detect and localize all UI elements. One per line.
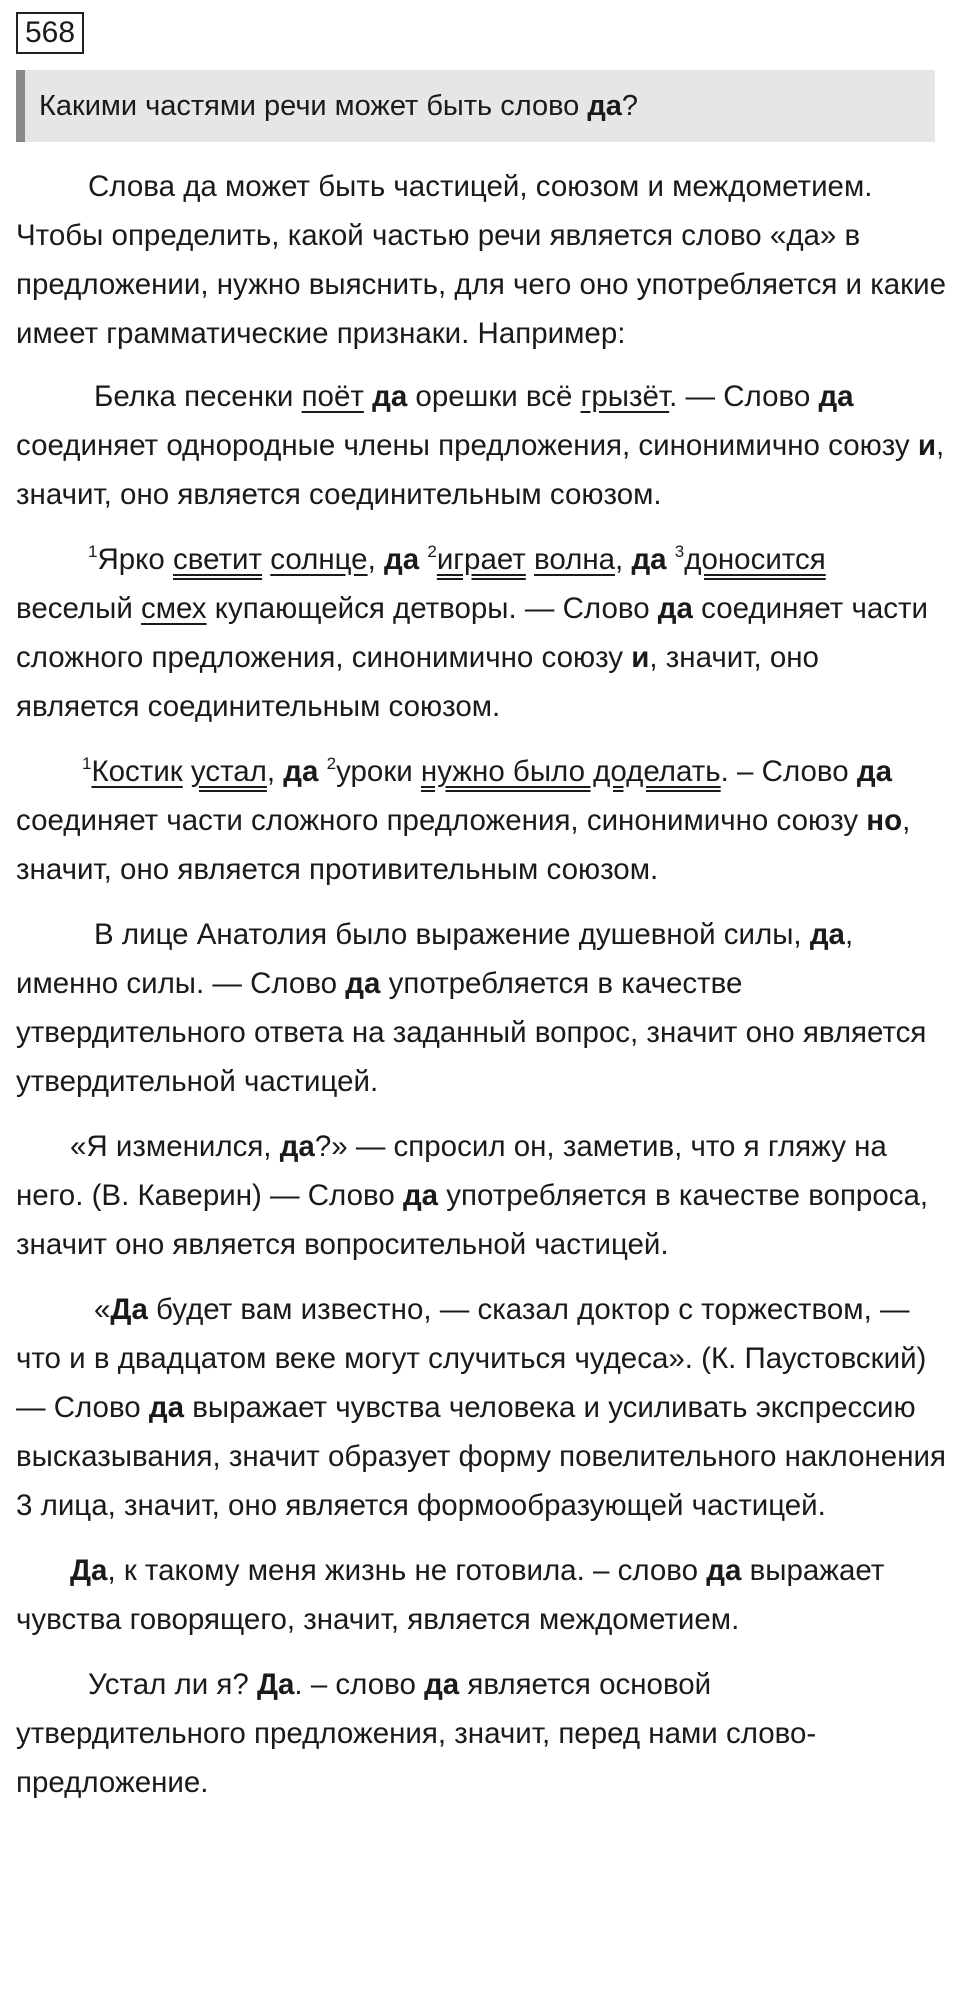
question-text: Какими частями речи может быть слово: [39, 90, 588, 122]
text: . – Слово: [720, 755, 857, 788]
text: соединяет части сложного предложения, синонимично союзу: [16, 804, 867, 837]
text: будет вам известно, — сказал доктор с торжеством, — что и в двадцатом веке могут случиться чудеса». (К. Паустовский) — Слово: [16, 1293, 927, 1424]
example-4: [16, 910, 946, 1106]
text: Ярко: [97, 543, 174, 576]
example-1: [16, 372, 946, 519]
text: «Я изменился,: [70, 1130, 280, 1163]
text: , значит, оно является противительным союзом.: [16, 804, 911, 886]
keyword-da: да: [818, 380, 854, 413]
example-2: [16, 535, 946, 731]
example-3: [16, 747, 946, 894]
keyword-da: да: [706, 1554, 742, 1587]
keyword-da: да: [657, 592, 693, 625]
clause-number: 2: [326, 754, 337, 773]
keyword-da: да: [631, 543, 667, 576]
clause-number: 1: [88, 542, 98, 561]
predicate: доносится: [684, 543, 826, 576]
keyword-da: Да: [70, 1554, 108, 1587]
example-5: [16, 1122, 946, 1269]
text: является основой утвердительного предложения, значит, перед нами слово-предложение.: [16, 1668, 817, 1799]
keyword-no: но: [866, 804, 903, 837]
clause-number: 1: [82, 754, 92, 773]
text: В лице Анатолия было выражение душевной силы,: [94, 918, 810, 951]
keyword-da: да: [283, 755, 319, 788]
text: употребляется в качестве вопроса, значит оно является вопросительной частицей.: [16, 1179, 929, 1261]
text: , значит, оно является соединительным союзом.: [16, 641, 819, 723]
subject: волна: [534, 543, 616, 576]
question-box: [16, 70, 935, 142]
intro-paragraph: Слова да может быть частицей, союзом и междометием. Чтобы определить, какой частью речи является слово «да» в предложении, нужно выяснить, для чего оно употребляется и какие имеет грамматические признаки. Например:: [16, 170, 946, 350]
text: , значит, оно является соединительным союзом.: [16, 429, 945, 511]
predicate: устал: [190, 755, 267, 788]
text: . — Слово: [669, 380, 819, 413]
keyword-da: да: [424, 1668, 460, 1701]
text: , к такому меня жизнь не готовила. – слово: [107, 1554, 707, 1587]
text: Устал ли я?: [88, 1668, 257, 1701]
text: . – слово: [294, 1668, 425, 1701]
text: выражает чувства человека и усиливать экспрессию высказывания, значит образует форму повелительного наклонения 3 лица, значит, оно является формообразующей частицей.: [16, 1391, 946, 1522]
subject: смех: [141, 592, 207, 625]
answer-content: [16, 162, 946, 1807]
text: веселый: [16, 592, 142, 625]
keyword-da: да: [279, 1130, 315, 1163]
text: орешки всё: [407, 380, 581, 413]
subject: солнце: [270, 543, 368, 576]
text: [364, 380, 372, 413]
text: купающейся детворы. — Слово: [206, 592, 658, 625]
text: [667, 543, 675, 576]
example-6: [16, 1285, 946, 1530]
predicate: поёт: [301, 380, 364, 413]
task-number: 568: [16, 12, 84, 54]
keyword-da: Да: [110, 1293, 148, 1326]
text: ,: [615, 543, 632, 576]
text: соединяет части сложного предложения, синонимично союзу: [16, 592, 928, 674]
example-7: [16, 1546, 946, 1644]
text: [526, 543, 534, 576]
keyword-da: да: [345, 967, 381, 1000]
text: соединяет однородные члены предложения, синонимично союзу: [16, 429, 918, 462]
text: [183, 755, 191, 788]
keyword-i: и: [917, 429, 937, 462]
keyword-i: и: [631, 641, 650, 674]
clause-number: 2: [427, 542, 437, 561]
text: употребляется в качестве утвердительного ответа на заданный вопрос, значит оно является утвердительной частицей.: [16, 967, 927, 1098]
keyword-da: да: [384, 543, 420, 576]
predicate: нужно было доделать: [420, 755, 721, 788]
keyword-da: да: [372, 380, 408, 413]
text: ,: [266, 755, 284, 788]
text: уроки: [336, 755, 421, 788]
text: , именно силы. — Слово: [16, 918, 854, 1000]
keyword-da: да: [148, 1391, 185, 1424]
keyword-da: Да: [256, 1668, 295, 1701]
predicate: играет: [436, 543, 526, 576]
question-mark: ?: [621, 90, 639, 122]
keyword-da: да: [809, 918, 845, 951]
text: ?» — спросил он, заметив, что я гляжу на него. (В. Каверин) — Слово: [16, 1130, 887, 1212]
text: ,: [367, 543, 384, 576]
subject: Костик: [91, 755, 183, 788]
text: выражает чувства говорящего, значит, является междометием.: [16, 1554, 885, 1636]
text: Белка песенки: [94, 380, 302, 413]
example-8: [16, 1660, 946, 1807]
text: «: [94, 1293, 111, 1326]
text: [318, 755, 326, 788]
predicate: грызёт: [580, 380, 670, 413]
keyword-da: да: [402, 1179, 439, 1212]
predicate: светит: [173, 543, 263, 576]
keyword-da: да: [856, 755, 892, 788]
question-keyword: да: [587, 90, 622, 122]
clause-number: 3: [674, 542, 685, 561]
